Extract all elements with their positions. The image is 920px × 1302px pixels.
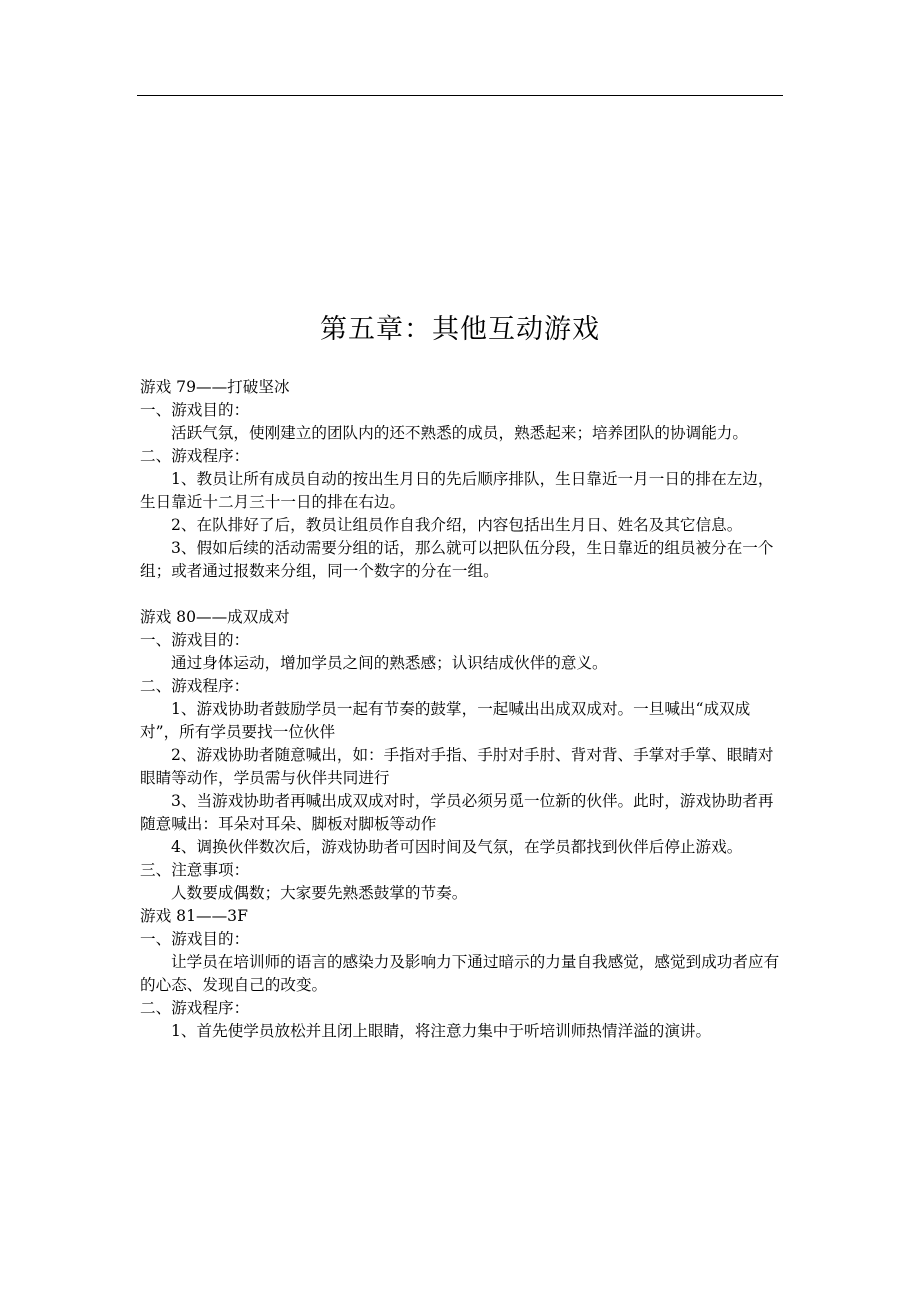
game-79-procedure-label: 二、游戏程序： <box>140 447 250 465</box>
game-79-step-1: 1、教员让所有成员自动的按出生月日的先后顺序排队，生日靠近一月一日的排在左边，生日靠近十二月三十一日的排在右边。 <box>140 470 774 511</box>
game-79-step-2: 2、在队排好了后，教员让组员作自我介绍，内容包括出生月日、姓名及其它信息。 <box>171 516 743 534</box>
game-79-step-3: 3、假如后续的活动需要分组的话，那么就可以把队伍分段，生日靠近的组员被分在一个组；或者通过报数来分组，同一个数字的分在一组。 <box>140 539 774 580</box>
game-80-step-4: 4、调换伙伴数次后，游戏协助者可因时间及气氛，在学员都找到伙伴后停止游戏。 <box>171 838 743 856</box>
game-81-procedure-label: 二、游戏程序： <box>140 999 250 1017</box>
document-body <box>140 376 780 1043</box>
game-80-procedure-label: 二、游戏程序： <box>140 677 250 695</box>
game-80-notes-text: 人数要成偶数；大家要先熟悉鼓掌的节奏。 <box>171 884 468 902</box>
section-gap <box>140 583 780 606</box>
game-79-purpose-text: 活跃气氛，使刚建立的团队内的还不熟悉的成员，熟悉起来；培养团队的协调能力。 <box>171 424 748 442</box>
game-81-purpose-label: 一、游戏目的： <box>140 930 250 948</box>
game-81-purpose-text: 让学员在培训师的语言的感染力及影响力下通过暗示的力量自我感觉，感觉到成功者应有的心态、发现自己的改变。 <box>140 953 780 994</box>
game-80-step-1: 1、游戏协助者鼓励学员一起有节奏的鼓掌，一起喊出出成双成对。一旦喊出“成双成对”，所有学员要找一位伙伴 <box>140 700 751 741</box>
game-80-purpose-label: 一、游戏目的： <box>140 631 250 649</box>
game-80-purpose-text: 通过身体运动，增加学员之间的熟悉感；认识结成伙伴的意义。 <box>171 654 608 672</box>
game-79-purpose-label: 一、游戏目的： <box>140 401 250 419</box>
game-80-step-3: 3、当游戏协助者再喊出成双成对时，学员必须另觅一位新的伙伴。此时，游戏协助者再随意喊出：耳朵对耳朵、脚板对脚板等动作 <box>140 792 774 833</box>
header-rule <box>137 95 783 96</box>
game-81-heading: 游戏 81——3F <box>140 907 248 925</box>
chapter-title: 第五章：其他互动游戏 <box>320 314 600 345</box>
game-79-heading: 游戏 79——打破坚冰 <box>140 378 290 396</box>
game-80-heading: 游戏 80——成双成对 <box>140 608 290 626</box>
game-81-step-1: 1、首先使学员放松并且闭上眼睛，将注意力集中于听培训师热情洋溢的演讲。 <box>171 1022 712 1040</box>
game-80-notes-label: 三、注意事项： <box>140 861 250 879</box>
game-80-step-2: 2、游戏协助者随意喊出，如：手指对手指、手肘对手肘、背对背、手掌对手掌、眼睛对眼睛等动作，学员需与伙伴共同进行 <box>140 746 774 787</box>
